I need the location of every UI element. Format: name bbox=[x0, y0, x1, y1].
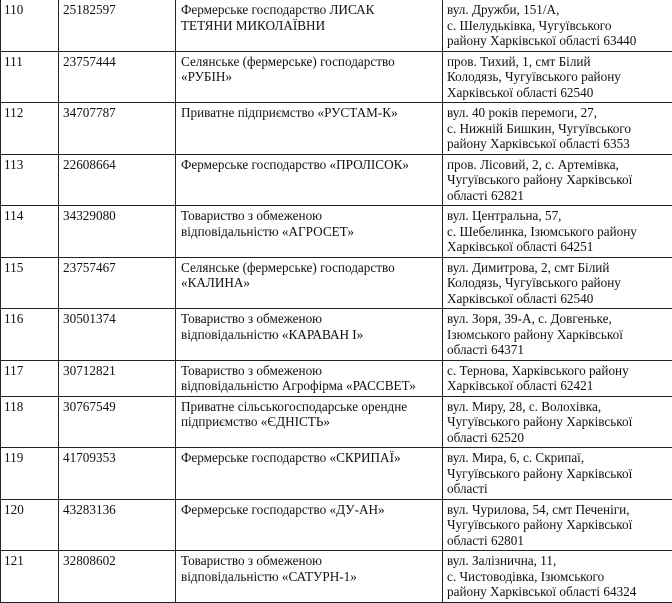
row-number-cell: 115 bbox=[1, 257, 59, 309]
table-row bbox=[1, 396, 672, 448]
address-cell: вул. Центральна, 57, с. Шебелинка, Ізюмського району Харківської області 64251 bbox=[443, 206, 672, 258]
table-row bbox=[1, 103, 672, 155]
enterprise-name-cell: Селянське (фермерське) господарство «РУБІН» bbox=[176, 51, 443, 103]
enterprise-name-cell: Фермерське господарство ЛИСАК ТЕТЯНИ МИКОЛАЇВНИ bbox=[176, 0, 443, 51]
row-number-cell: 112 bbox=[1, 103, 59, 155]
edrpou-code-cell: 25182597 bbox=[59, 0, 176, 51]
edrpou-code-cell: 23757467 bbox=[59, 257, 176, 309]
address-cell: вул. Дружби, 151/А, с. Шелудьківка, Чугуївського району Харківської області 63440 bbox=[443, 0, 672, 51]
edrpou-code-cell: 22608664 bbox=[59, 154, 176, 206]
row-number-cell: 120 bbox=[1, 499, 59, 551]
edrpou-code-cell: 30767549 bbox=[59, 396, 176, 448]
row-number-cell: 121 bbox=[1, 551, 59, 603]
row-number-cell: 117 bbox=[1, 360, 59, 396]
table-row bbox=[1, 0, 672, 51]
address-cell: вул. Зоря, 39-А, с. Довгеньке, Ізюмського району Харківської області 64371 bbox=[443, 309, 672, 361]
address-cell: с. Тернова, Харківського району Харківської області 62421 bbox=[443, 360, 672, 396]
enterprise-name-cell: Фермерське господарство «ДУ-АН» bbox=[176, 499, 443, 551]
row-number-cell: 113 bbox=[1, 154, 59, 206]
row-number-cell: 114 bbox=[1, 206, 59, 258]
row-number-cell: 110 bbox=[1, 0, 59, 51]
address-cell: вул. Димитрова, 2, смт Білий Колодязь, Чугуївського району Харківської області 62540 bbox=[443, 257, 672, 309]
enterprise-name-cell: Товариство з обмеженою відповідальністю «САТУРН-1» bbox=[176, 551, 443, 603]
table-row bbox=[1, 360, 672, 396]
address-cell: вул. Чурилова, 54, смт Печеніги, Чугуївського району Харківської області 62801 bbox=[443, 499, 672, 551]
table-row bbox=[1, 154, 672, 206]
enterprise-name-cell: Фермерське господарство «ПРОЛІСОК» bbox=[176, 154, 443, 206]
address-cell: вул. Мира, 6, с. Скрипаї, Чугуївського району Харківської області bbox=[443, 448, 672, 500]
row-number-cell: 111 bbox=[1, 51, 59, 103]
enterprise-name-cell: Фермерське господарство «СКРИПАЇ» bbox=[176, 448, 443, 500]
edrpou-code-cell: 32808602 bbox=[59, 551, 176, 603]
table-row bbox=[1, 499, 672, 551]
edrpou-code-cell: 34329080 bbox=[59, 206, 176, 258]
edrpou-code-cell: 34707787 bbox=[59, 103, 176, 155]
table-row bbox=[1, 257, 672, 309]
address-cell: вул. Залізнична, 11, с. Чистоводівка, Ізюмського району Харківської області 64324 bbox=[443, 551, 672, 603]
enterprise-name-cell: Селянське (фермерське) господарство «КАЛИНА» bbox=[176, 257, 443, 309]
enterprise-name-cell: Приватне сільськогосподарське орендне підприємство «ЄДНІСТЬ» bbox=[176, 396, 443, 448]
table-row bbox=[1, 51, 672, 103]
enterprise-name-cell: Приватне підприємство «РУСТАМ-К» bbox=[176, 103, 443, 155]
table-row bbox=[1, 448, 672, 500]
edrpou-code-cell: 23757444 bbox=[59, 51, 176, 103]
row-number-cell: 119 bbox=[1, 448, 59, 500]
row-number-cell: 116 bbox=[1, 309, 59, 361]
edrpou-code-cell: 43283136 bbox=[59, 499, 176, 551]
enterprise-name-cell: Товариство з обмеженою відповідальністю «АГРОСЕТ» bbox=[176, 206, 443, 258]
address-cell: вул. Миру, 28, с. Волохівка, Чугуївського району Харківської області 62520 bbox=[443, 396, 672, 448]
edrpou-code-cell: 30712821 bbox=[59, 360, 176, 396]
table-row bbox=[1, 309, 672, 361]
table-body bbox=[1, 0, 672, 602]
address-cell: пров. Лісовий, 2, с. Артемівка, Чугуївського району Харківської області 62821 bbox=[443, 154, 672, 206]
address-cell: пров. Тихий, 1, смт Білий Колодязь, Чугуївського району Харківської області 62540 bbox=[443, 51, 672, 103]
enterprise-name-cell: Товариство з обмеженою відповідальністю «КАРАВАН І» bbox=[176, 309, 443, 361]
edrpou-code-cell: 41709353 bbox=[59, 448, 176, 500]
table-row bbox=[1, 551, 672, 603]
table-row bbox=[1, 206, 672, 258]
edrpou-code-cell: 30501374 bbox=[59, 309, 176, 361]
row-number-cell: 118 bbox=[1, 396, 59, 448]
enterprise-name-cell: Товариство з обмеженою відповідальністю Агрофірма «РАССВЕТ» bbox=[176, 360, 443, 396]
address-cell: вул. 40 років перемоги, 27, с. Нижній Бишкин, Чугуївського району Харківської області 6353 bbox=[443, 103, 672, 155]
